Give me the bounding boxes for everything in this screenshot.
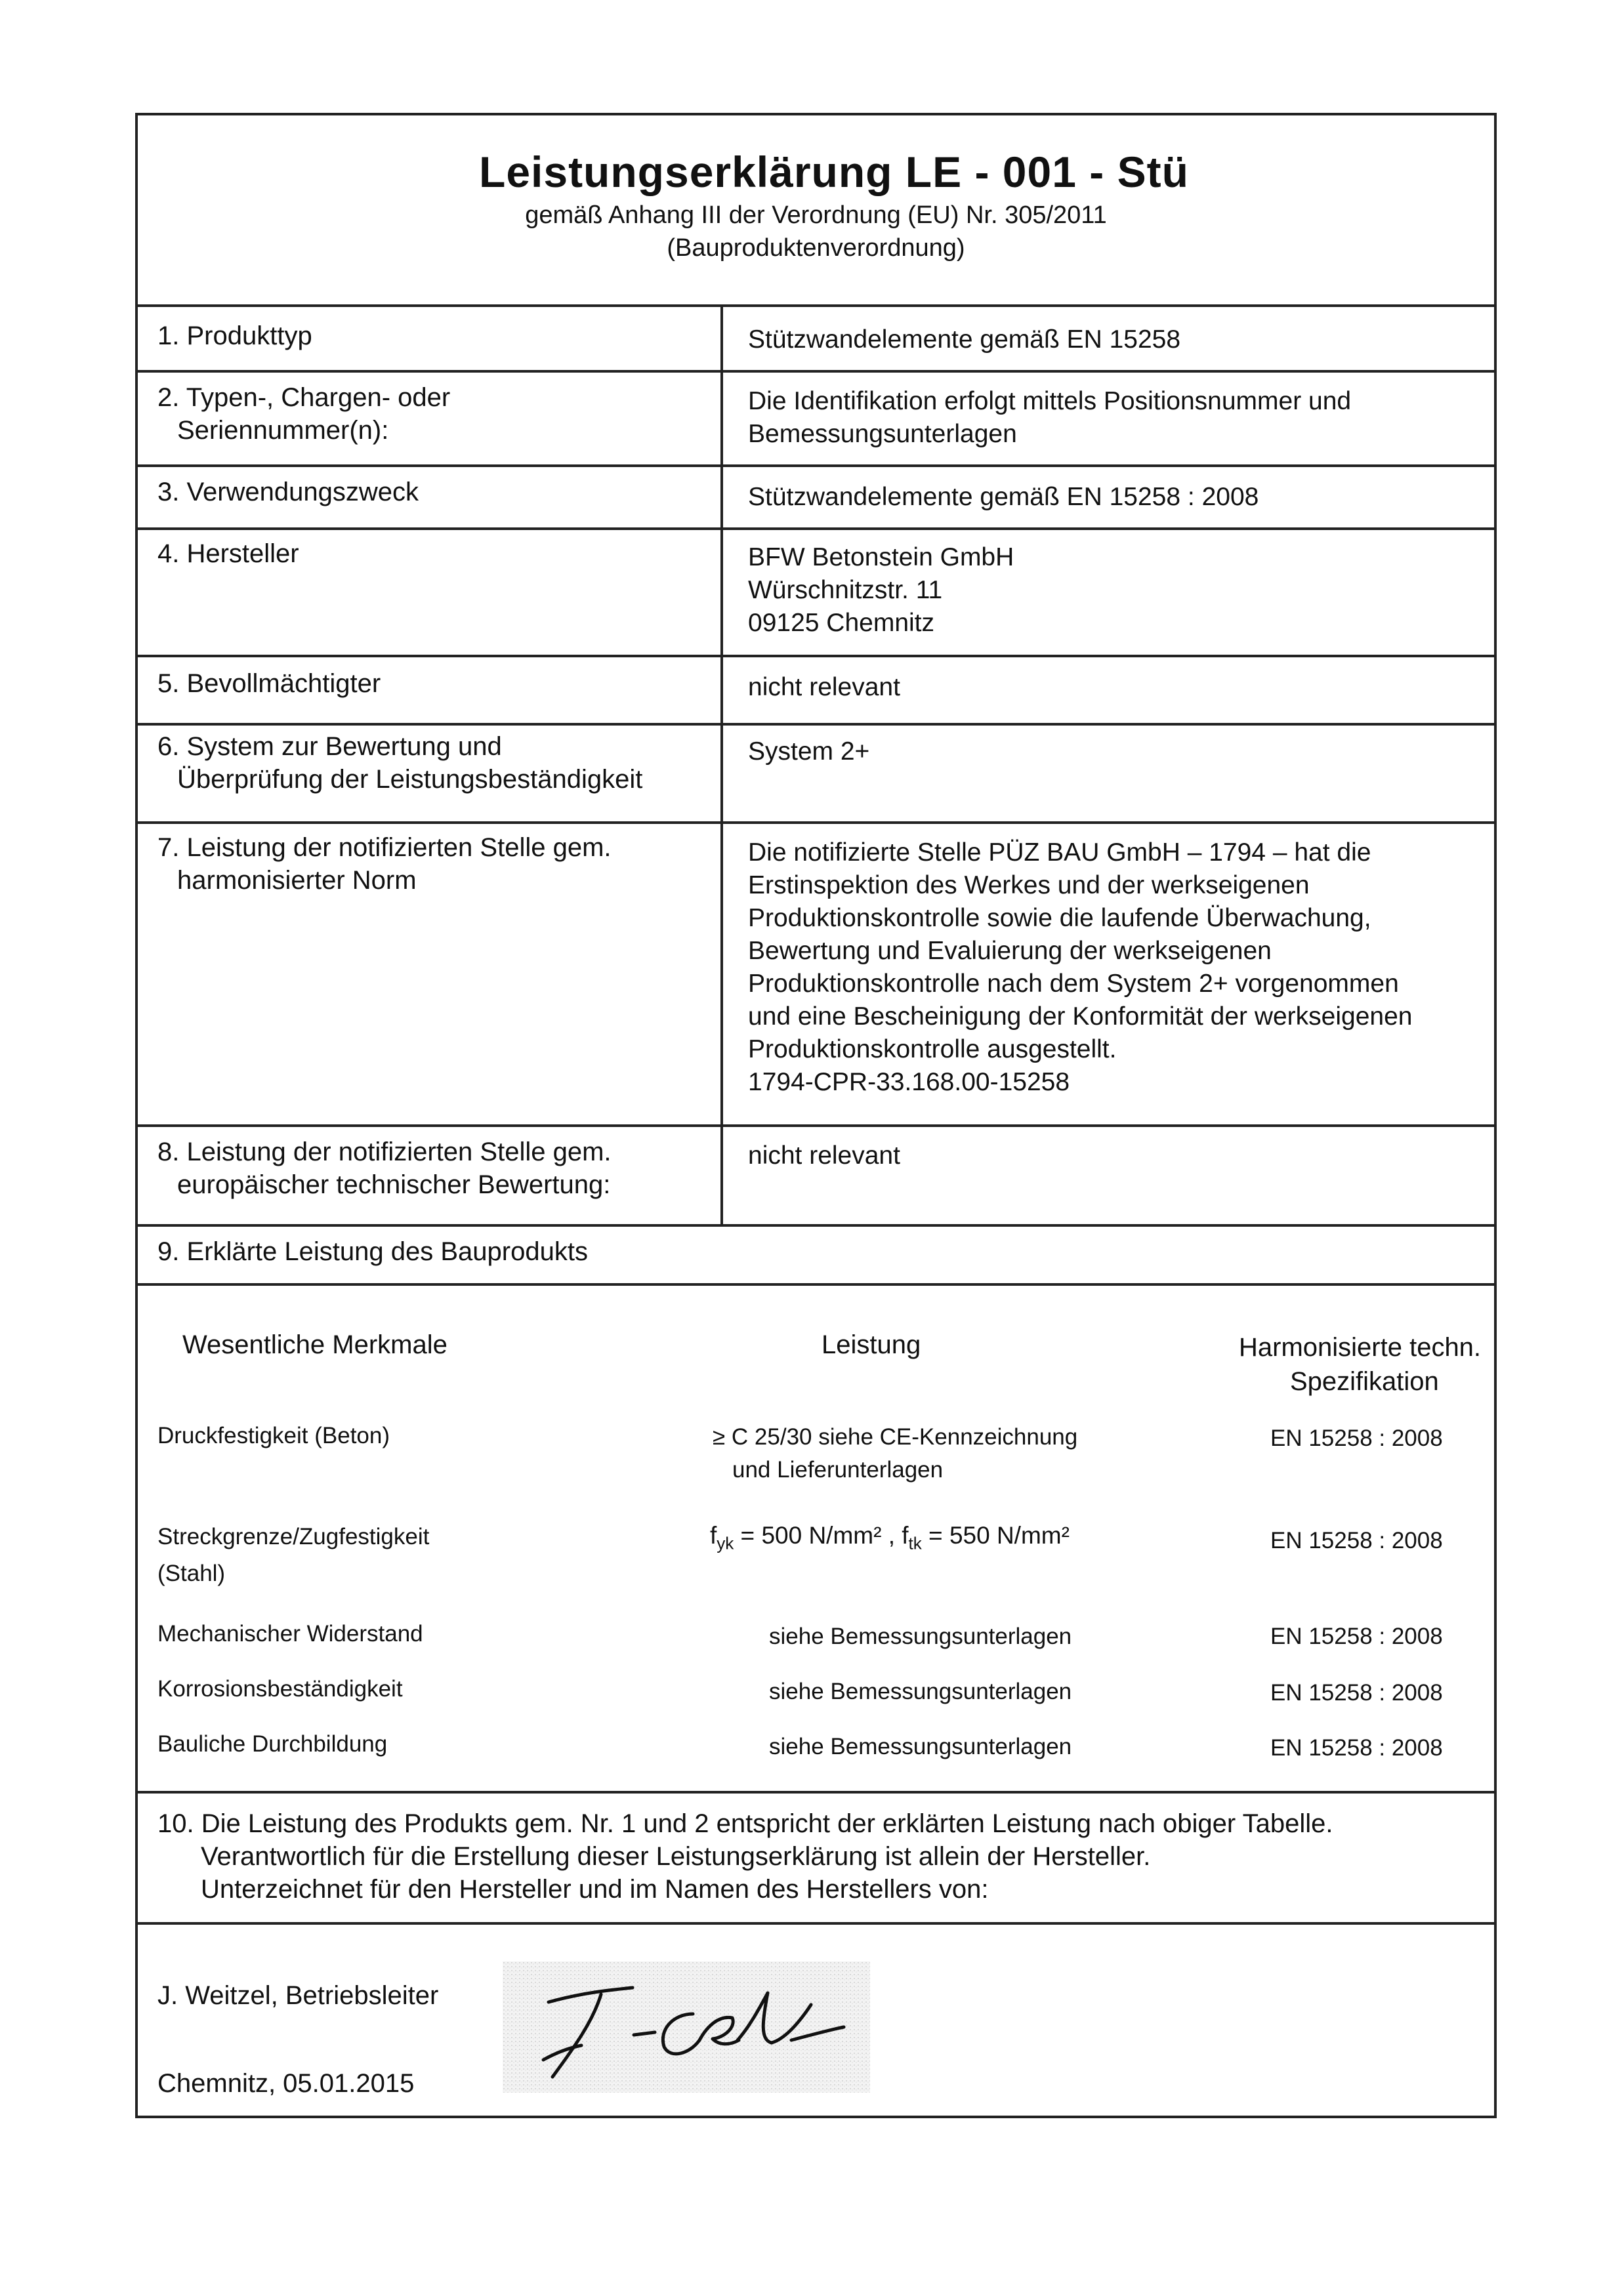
subscript-tk: tk bbox=[908, 1533, 922, 1553]
table-cell-spec: EN 15258 : 2008 bbox=[1270, 1425, 1443, 1451]
divider bbox=[138, 527, 1494, 530]
row-2-value-2: Bemessungsunterlagen bbox=[748, 420, 1017, 448]
row-7-value-2: Erstinspektion des Werkes und der werkseigenen bbox=[748, 871, 1310, 899]
row-7-label-2: harmonisierter Norm bbox=[177, 866, 417, 895]
row-8-label: 8. Leistung der notifizierten Stelle gem. bbox=[157, 1138, 612, 1166]
table-cell-feature: Korrosionsbeständigkeit bbox=[157, 1676, 403, 1702]
page-subtitle-2: (Bauproduktenverordnung) bbox=[667, 234, 965, 262]
divider bbox=[138, 821, 1494, 824]
table-cell-performance: ≥ C 25/30 siehe CE-Kennzeichnung bbox=[713, 1424, 1078, 1450]
divider bbox=[138, 370, 1494, 373]
row-2-label: 2. Typen-, Chargen- oder bbox=[157, 383, 451, 412]
table-cell-performance: siehe Bemessungsunterlagen bbox=[769, 1679, 1072, 1704]
table-cell-spec: EN 15258 : 2008 bbox=[1270, 1735, 1443, 1761]
row-8-value: nicht relevant bbox=[748, 1141, 900, 1170]
row-7-value-3: Produktionskontrolle sowie die laufende Überwachung, bbox=[748, 904, 1371, 932]
table-cell-feature: Bauliche Durchbildung bbox=[157, 1731, 388, 1757]
section-10-line-2: Verantwortlich für die Erstellung dieser Leistungserklärung ist allein der Hersteller. bbox=[201, 1842, 1151, 1871]
row-1-label: 1. Produkttyp bbox=[157, 321, 312, 350]
symbol-f: f bbox=[710, 1522, 717, 1549]
row-7-value-7: Produktionskontrolle ausgestellt. bbox=[748, 1035, 1117, 1063]
section-10-line-3: Unterzeichnet für den Hersteller und im Namen des Herstellers von: bbox=[201, 1875, 989, 1904]
row-7-value-4: Bewertung und Evaluierung der werkseigenen bbox=[748, 937, 1272, 965]
table-cell-spec: EN 15258 : 2008 bbox=[1270, 1680, 1443, 1706]
subscript-yk: yk bbox=[717, 1533, 734, 1553]
row-5-label: 5. Bevollmächtigter bbox=[157, 669, 381, 698]
column-divider bbox=[720, 304, 723, 1224]
row-7-value-8: 1794-CPR-33.168.00-15258 bbox=[748, 1068, 1070, 1096]
row-3-value: Stützwandelemente gemäß EN 15258 : 2008 bbox=[748, 483, 1259, 511]
place-and-date: Chemnitz, 05.01.2015 bbox=[157, 2069, 415, 2098]
divider bbox=[138, 304, 1494, 307]
divider bbox=[138, 655, 1494, 657]
table-cell-performance bbox=[710, 1519, 1070, 1559]
row-7-label: 7. Leistung der notifizierten Stelle gem. bbox=[157, 833, 612, 862]
row-4-value: BFW Betonstein GmbH bbox=[748, 543, 1014, 571]
table-header-features: Wesentliche Merkmale bbox=[182, 1330, 448, 1359]
row-5-value: nicht relevant bbox=[748, 673, 900, 701]
table-header-spec-2: Spezifikation bbox=[1290, 1367, 1439, 1396]
page-subtitle: gemäß Anhang III der Verordnung (EU) Nr. 305/2011 bbox=[525, 201, 1107, 229]
row-3-label: 3. Verwendungszweck bbox=[157, 478, 419, 506]
divider bbox=[138, 1224, 1494, 1227]
table-cell-spec: EN 15258 : 2008 bbox=[1270, 1528, 1443, 1553]
row-4-label: 4. Hersteller bbox=[157, 539, 299, 568]
table-cell-performance: siehe Bemessungsunterlagen bbox=[769, 1734, 1072, 1759]
table-cell-performance: siehe Bemessungsunterlagen bbox=[769, 1624, 1072, 1649]
table-header-performance: Leistung bbox=[822, 1330, 921, 1359]
table-cell-feature: Streckgrenze/Zugfestigkeit bbox=[157, 1524, 430, 1549]
row-2-value: Die Identifikation erfolgt mittels Positionsnummer und bbox=[748, 387, 1352, 415]
table-header-spec: Harmonisierte techn. bbox=[1239, 1333, 1482, 1362]
divider bbox=[138, 723, 1494, 726]
table-cell-spec: EN 15258 : 2008 bbox=[1270, 1624, 1443, 1649]
row-7-value-5: Produktionskontrolle nach dem System 2+ vorgenommen bbox=[748, 970, 1399, 998]
divider bbox=[138, 1922, 1494, 1925]
row-7-value: Die notifizierte Stelle PÜZ BAU GmbH – 1794 – hat die bbox=[748, 838, 1371, 867]
signature-image bbox=[503, 1961, 870, 2093]
row-6-value: System 2+ bbox=[748, 737, 870, 766]
row-4-value-2: Würschnitzstr. 11 bbox=[748, 576, 943, 604]
divider bbox=[138, 1791, 1494, 1794]
signatory-name: J. Weitzel, Betriebsleiter bbox=[157, 1981, 439, 2010]
divider bbox=[138, 464, 1494, 467]
row-7-value-6: und eine Bescheinigung der Konformität der werkseigenen bbox=[748, 1002, 1413, 1031]
section-10-line-1: 10. Die Leistung des Produkts gem. Nr. 1 und 2 entspricht der erklärten Leistung nach obiger Tabelle. bbox=[157, 1809, 1333, 1838]
value-fyk: = 500 N/mm² , f bbox=[734, 1522, 909, 1549]
divider bbox=[138, 1124, 1494, 1127]
value-ftk: = 550 N/mm² bbox=[921, 1522, 1070, 1549]
row-4-value-3: 09125 Chemnitz bbox=[748, 609, 935, 637]
declaration-frame bbox=[135, 113, 1497, 2118]
divider bbox=[138, 1283, 1494, 1286]
row-9-label: 9. Erklärte Leistung des Bauprodukts bbox=[157, 1237, 588, 1266]
row-6-label-2: Überprüfung der Leistungsbeständigkeit bbox=[177, 765, 643, 794]
row-2-label-2: Seriennummer(n): bbox=[177, 416, 389, 445]
table-cell-performance-2: und Lieferunterlagen bbox=[732, 1457, 944, 1483]
row-1-value: Stützwandelemente gemäß EN 15258 bbox=[748, 325, 1181, 354]
table-cell-feature: Druckfestigkeit (Beton) bbox=[157, 1423, 390, 1448]
page-title: Leistungserklärung LE - 001 - Stü bbox=[479, 148, 1189, 196]
table-cell-feature-2: (Stahl) bbox=[157, 1561, 226, 1586]
row-8-label-2: europäischer technischer Bewertung: bbox=[177, 1170, 611, 1199]
table-cell-feature: Mechanischer Widerstand bbox=[157, 1621, 423, 1647]
row-6-label: 6. System zur Bewertung und bbox=[157, 732, 502, 761]
